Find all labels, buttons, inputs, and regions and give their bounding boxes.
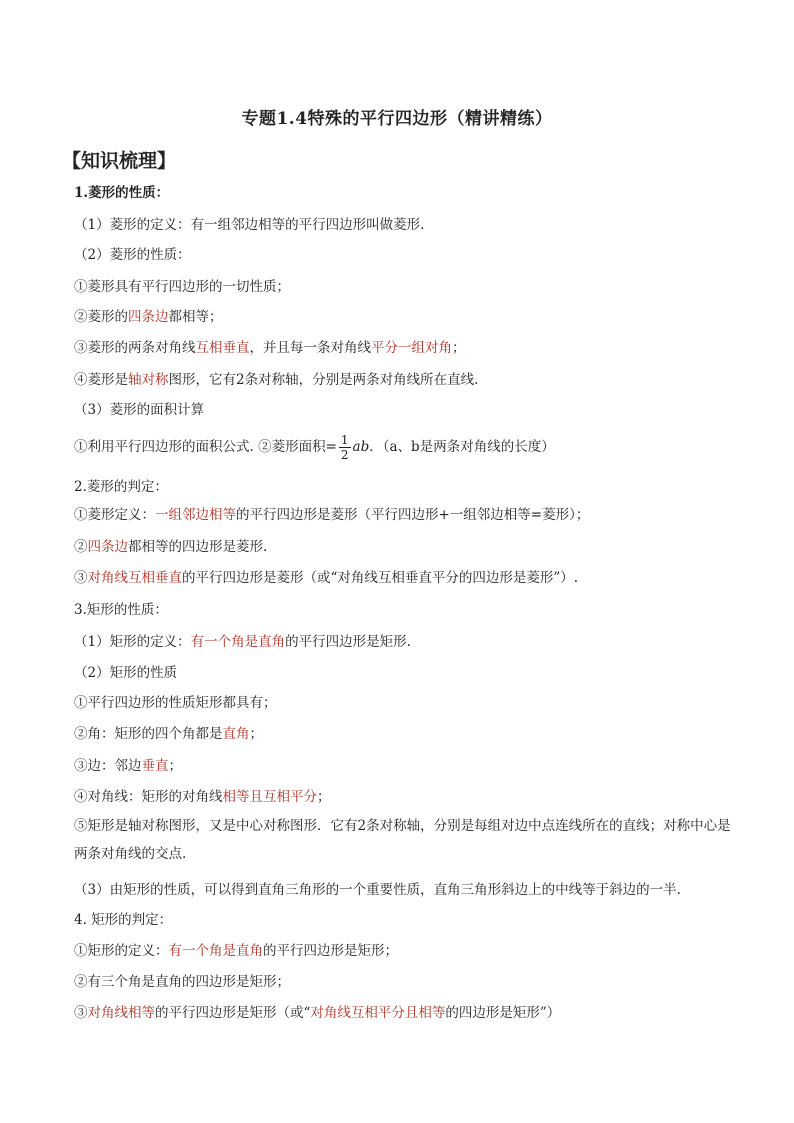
- text-segment: ；: [249, 726, 263, 742]
- text-segment: ．（a、b是两条对角线的长度）: [369, 439, 555, 455]
- text-segment: ②: [74, 539, 88, 555]
- highlight-text: 平分一组对角: [371, 340, 452, 356]
- content-line-l8: [74, 400, 204, 420]
- text-segment: 都相等的四边形是菱形.: [128, 539, 268, 555]
- content-line-l14: [74, 600, 168, 620]
- highlight-text: 四条边: [87, 539, 128, 555]
- content-line-l19: [74, 756, 182, 776]
- text-segment: ④菱形是: [74, 372, 128, 388]
- text-segment: ③菱形的两条对角线: [74, 340, 196, 356]
- highlight-text: 相等且互相平分: [222, 789, 317, 805]
- content-line-l2: [74, 215, 424, 235]
- text-segment: ab: [352, 439, 370, 455]
- content-line-l17: [74, 693, 277, 713]
- highlight-text: 直角: [222, 726, 250, 742]
- content-line-l21: [74, 812, 734, 868]
- highlight-text: 对角线互相垂直: [87, 570, 182, 586]
- text-segment: ②角：矩形的四个角都是: [74, 726, 223, 742]
- text-segment: 都相等；: [168, 309, 223, 325]
- text-segment: ①利用平行四边形的面积公式. ②菱形面积=: [74, 439, 337, 455]
- text-segment: ；: [452, 340, 466, 356]
- text-segment: 4. 矩形的判定：: [74, 912, 173, 928]
- highlight-text: 轴对称: [128, 372, 169, 388]
- content-line-l10: [74, 477, 168, 497]
- text-segment: （2）矩形的性质: [74, 665, 178, 681]
- text-segment: ①平行四边形的性质矩形都具有；: [74, 695, 277, 711]
- content-line-l20: [74, 787, 331, 807]
- highlight-text: 垂直: [141, 758, 169, 774]
- text-segment: 图形，它有2条对称轴，分别是两条对角线所在直线.: [168, 372, 479, 388]
- highlight-text: 对角线相等: [87, 1005, 155, 1021]
- text-segment: ，并且每一条对角线: [249, 340, 371, 356]
- text-segment: 2.菱形的判定：: [74, 479, 168, 495]
- content-line-l11: [74, 505, 589, 525]
- text-segment: 的平行四边形是矩形.: [285, 634, 411, 650]
- text-segment: ⑤矩形是轴对称图形，又是中心对称图形．它有2条对称轴，分别是每组对边中点连线所在的直线；对称中心是两条对角线的交点.: [74, 818, 731, 862]
- text-segment: （1）矩形的定义：: [74, 634, 191, 650]
- text-segment: 1.菱形的性质：: [74, 185, 170, 201]
- text-segment: （3）由矩形的性质，可以得到直角三角形的一个重要性质，直角三角形斜边上的中线等于斜边的一半.: [74, 882, 681, 898]
- text-segment: 的平行四边形是菱形（平行四边形+一组邻边相等=菱形）；: [236, 507, 590, 523]
- content-line-l4: [74, 277, 290, 297]
- fraction-denominator: 2: [340, 448, 349, 462]
- highlight-text: 对角线互相平分且相等: [310, 1005, 446, 1021]
- highlight-text: 互相垂直: [195, 340, 250, 356]
- text-segment: ①矩形的定义：: [74, 943, 169, 959]
- content-line-l15: [74, 632, 411, 652]
- content-line-l18: [74, 724, 263, 744]
- text-segment: ②菱形的: [74, 309, 128, 325]
- text-segment: ③: [74, 570, 88, 586]
- text-segment: （2）菱形的性质：: [74, 247, 191, 263]
- content-line-l5: [74, 307, 223, 327]
- content-line-l25: [74, 972, 290, 992]
- content-line-l3: [74, 245, 191, 265]
- content-line-l24: [74, 941, 398, 961]
- page-title: 专题1.4特殊的平行四边形（精讲精练）: [241, 109, 553, 129]
- content-line-l9: [74, 433, 555, 462]
- text-segment: 3.矩形的性质：: [74, 602, 168, 618]
- text-segment: ①菱形定义：: [74, 507, 155, 523]
- text-segment: ；: [168, 758, 182, 774]
- content-line-l16: [74, 663, 177, 683]
- highlight-text: 有一个角是直角: [168, 943, 263, 959]
- text-segment: ④对角线：矩形的对角线: [74, 789, 223, 805]
- text-segment: ；: [317, 789, 331, 805]
- text-segment: ①菱形具有平行四边形的一切性质；: [74, 279, 290, 295]
- text-segment: ②有三个角是直角的四边形是矩形；: [74, 974, 290, 990]
- content-line-l13: [74, 568, 578, 588]
- highlight-text: 有一个角是直角: [190, 634, 286, 650]
- content-line-l1: [74, 183, 169, 203]
- text-segment: 的四边形是矩形”）: [445, 1005, 561, 1021]
- text-segment: （1）菱形的定义：有一组邻边相等的平行四边形叫做菱形.: [74, 217, 425, 233]
- text-segment: ③边：邻边: [74, 758, 142, 774]
- section-heading: 【知识梳理】: [62, 150, 177, 172]
- text-segment: 的平行四边形是菱形（或“对角线互相垂直平分的四边形是菱形”）.: [182, 570, 579, 586]
- fraction-numerator: 1: [340, 433, 349, 447]
- content-line-l7: [74, 370, 478, 390]
- content-line-l12: [74, 537, 267, 557]
- text-segment: （3）菱形的面积计算: [74, 402, 205, 418]
- text-segment: 的平行四边形是矩形（或“: [155, 1005, 311, 1021]
- text-segment: ③: [74, 1005, 88, 1021]
- content-line-l23: [74, 910, 172, 930]
- content-line-l26: [74, 1003, 560, 1023]
- content-line-l22: [74, 880, 681, 900]
- content-line-l6: [74, 338, 466, 358]
- fraction: [339, 433, 351, 462]
- highlight-text: 四条边: [128, 309, 169, 325]
- highlight-text: 一组邻边相等: [155, 507, 236, 523]
- text-segment: 的平行四边形是矩形；: [263, 943, 398, 959]
